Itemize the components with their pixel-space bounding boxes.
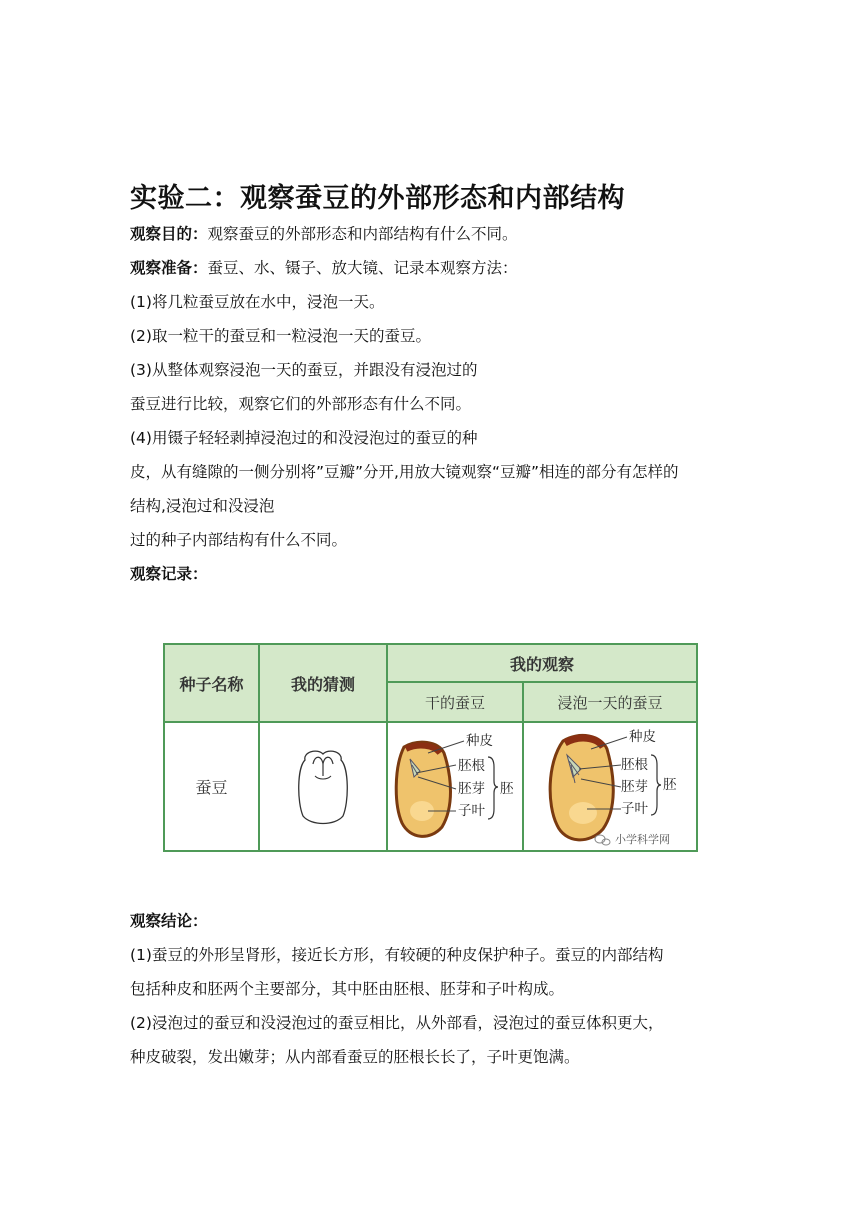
conclusion-line: 包括种皮和胚两个主要部分，其中胚由胚根、胚芽和子叶构成。: [130, 980, 565, 998]
label-radicle-dry: 胚根: [458, 757, 485, 774]
step-line: (2)取一粒干的蚕豆和一粒浸泡一天的蚕豆。: [130, 327, 431, 345]
label-cotyledon-soaked: 子叶: [621, 800, 648, 817]
purpose-text: 观察蚕豆的外部形态和内部结构有什么不同。: [207, 225, 518, 243]
dry-bean-cell: [387, 722, 523, 851]
dry-bean-diagram: [388, 727, 522, 847]
label-seed-coat-dry: 种皮: [466, 732, 493, 749]
conclusion-line: (2)浸泡过的蚕豆和没浸泡过的蚕豆相比，从外部看，浸泡过的蚕豆体积更大，: [130, 1014, 664, 1032]
purpose-label: 观察目的：: [130, 225, 208, 243]
prep-text: 蚕豆、水、镊子、放大镜、记录本观察方法：: [207, 259, 518, 277]
step-line: 过的种子内部结构有什么不同。: [130, 531, 348, 549]
guess-cell: [259, 722, 387, 851]
header-soaked-bean: 浸泡一天的蚕豆: [523, 682, 697, 722]
step-line: 皮，从有缝隙的一侧分别将”豆瓣”分开,用放大镜观察“豆瓣”相连的部分有怎样的: [130, 463, 679, 481]
step-line: (1)将几粒蚕豆放在水中，浸泡一天。: [130, 293, 385, 311]
conclusion-line: (1)蚕豆的外形呈肾形，接近长方形，有较硬的种皮保护种子。蚕豆的内部结构: [130, 946, 664, 964]
step-line: 蚕豆进行比较，观察它们的外部形态有什么不同。: [130, 395, 472, 413]
label-seed-coat-soaked: 种皮: [629, 728, 656, 745]
observation-table: [163, 643, 698, 852]
header-my-guess: 我的猜测: [259, 644, 387, 722]
soaked-bean-diagram: [525, 725, 695, 849]
label-radicle-soaked: 胚根: [621, 756, 648, 773]
prep-line: [130, 258, 518, 278]
step-line: 结构,浸泡过和没浸泡: [130, 497, 275, 515]
embryo-brace-dry: [488, 757, 498, 819]
watermark-text: 小学科学网: [615, 832, 670, 846]
row-seed-name: 蚕豆: [164, 722, 259, 851]
header-dry-bean: 干的蚕豆: [387, 682, 523, 722]
header-seed-name: 种子名称: [164, 644, 259, 722]
label-cotyledon-dry: 子叶: [458, 802, 485, 819]
label-embryo-soaked: 胚: [663, 776, 677, 793]
step-line: (3)从整体观察浸泡一天的蚕豆，并跟没有浸泡过的: [130, 361, 478, 379]
purpose-line: [130, 224, 518, 244]
conclusion-line: 种皮破裂，发出嫩芽；从内部看蚕豆的胚根长长了，子叶更饱满。: [130, 1048, 580, 1066]
header-my-observation: 我的观察: [387, 644, 697, 682]
label-plumule-soaked: 胚芽: [621, 778, 648, 795]
soaked-bean-cell: [523, 722, 697, 851]
label-plumule-dry: 胚芽: [458, 780, 485, 797]
guess-sketch-drawing: [283, 742, 363, 832]
watermark-logo-icon: [595, 835, 610, 845]
embryo-brace-soaked: [651, 755, 661, 815]
record-label: 观察记录：: [130, 565, 208, 583]
prep-label: 观察准备：: [130, 259, 208, 277]
conclusion-label: 观察结论：: [130, 912, 208, 930]
page-title: 实验二：观察蚕豆的外部形态和内部结构: [130, 183, 625, 214]
step-line: (4)用镊子轻轻剥掉浸泡过的和没浸泡过的蚕豆的种: [130, 429, 478, 447]
label-embryo-dry: 胚: [500, 780, 514, 797]
